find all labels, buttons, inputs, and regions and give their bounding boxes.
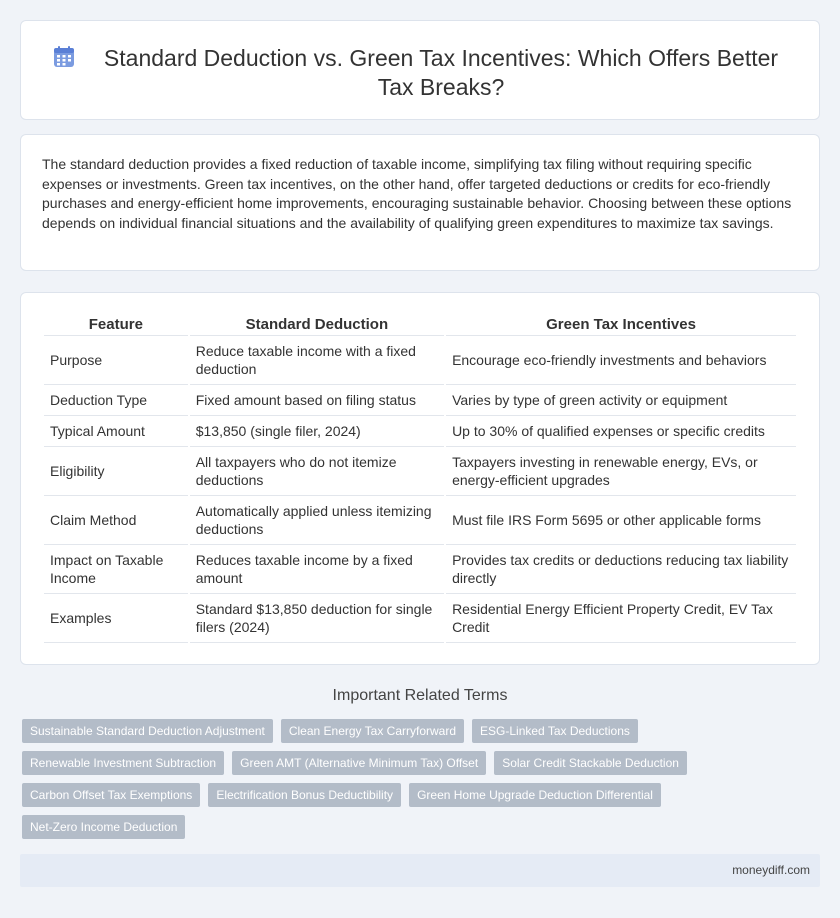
comparison-table [42, 314, 798, 643]
title-card [20, 20, 820, 120]
table-row [44, 594, 796, 643]
column-header-standard-deduction: Standard Deduction [190, 314, 444, 336]
table-row [44, 416, 796, 447]
table-cell-standard: Standard $13,850 deduction for single filers (2024) [190, 594, 444, 643]
intro-paragraph: The standard deduction provides a fixed reduction of taxable income, simplifying tax filing without requiring specific expenses or investments. Green tax incentives, on the other hand, offer targeted deductions or credits for eco-friendly purchases and energy-efficient home improvements, encouraging sustainable behavior. Choosing between these options depends on individual financial situations and the availability of qualifying green expenditures to maximize tax savings. [42, 156, 792, 231]
table-cell-feature: Purpose [44, 336, 188, 385]
column-header-green-tax-incentives: Green Tax Incentives [446, 314, 796, 336]
table-cell-green: Up to 30% of qualified expenses or specific credits [446, 416, 796, 447]
related-term-tag[interactable]: Carbon Offset Tax Exemptions [22, 783, 200, 807]
table-cell-feature: Impact on Taxable Income [44, 545, 188, 594]
table-cell-green: Residential Energy Efficient Property Credit, EV Tax Credit [446, 594, 796, 643]
related-term-tag[interactable]: Net-Zero Income Deduction [22, 815, 185, 839]
table-cell-standard: Reduce taxable income with a fixed deduction [190, 336, 444, 385]
table-row [44, 385, 796, 416]
table-cell-feature: Examples [44, 594, 188, 643]
table-row [44, 496, 796, 545]
related-term-tag[interactable]: Electrification Bonus Deductibility [208, 783, 401, 807]
intro-card [20, 134, 820, 271]
table-cell-standard: Reduces taxable income by a fixed amount [190, 545, 444, 594]
related-term-tag[interactable]: Green AMT (Alternative Minimum Tax) Offset [232, 751, 486, 775]
table-cell-feature: Claim Method [44, 496, 188, 545]
table-cell-feature: Eligibility [44, 447, 188, 496]
related-term-tag[interactable]: Green Home Upgrade Deduction Differential [409, 783, 661, 807]
related-terms-heading: Important Related Terms [332, 687, 508, 704]
table-cell-green: Varies by type of green activity or equipment [446, 385, 796, 416]
table-header-row [44, 314, 796, 336]
table-cell-feature: Deduction Type [44, 385, 188, 416]
related-terms-list [22, 719, 812, 839]
related-term-tag[interactable]: Sustainable Standard Deduction Adjustment [22, 719, 273, 743]
related-term-tag[interactable]: Clean Energy Tax Carryforward [281, 719, 464, 743]
table-row [44, 545, 796, 594]
footer-bar [20, 854, 820, 887]
table-cell-standard: Automatically applied unless itemizing deductions [190, 496, 444, 545]
table-cell-standard: All taxpayers who do not itemize deductions [190, 447, 444, 496]
table-cell-feature: Typical Amount [44, 416, 188, 447]
site-name[interactable]: moneydiff.com [732, 863, 810, 877]
related-term-tag[interactable]: Renewable Investment Subtraction [22, 751, 224, 775]
table-cell-standard: Fixed amount based on filing status [190, 385, 444, 416]
table-row [44, 447, 796, 496]
comparison-table-card [20, 292, 820, 665]
table-cell-green: Encourage eco-friendly investments and behaviors [446, 336, 796, 385]
table-cell-green: Provides tax credits or deductions reducing tax liability directly [446, 545, 796, 594]
page-title: Standard Deduction vs. Green Tax Incentives: Which Offers Better Tax Breaks? [103, 45, 779, 100]
related-term-tag[interactable]: ESG-Linked Tax Deductions [472, 719, 638, 743]
column-header-feature: Feature [44, 314, 188, 336]
table-row [44, 336, 796, 385]
table-cell-green: Must file IRS Form 5695 or other applicable forms [446, 496, 796, 545]
table-cell-standard: $13,850 (single filer, 2024) [190, 416, 444, 447]
table-cell-green: Taxpayers investing in renewable energy, EVs, or energy-efficient upgrades [446, 447, 796, 496]
calendar-icon [52, 45, 76, 69]
related-term-tag[interactable]: Solar Credit Stackable Deduction [494, 751, 687, 775]
